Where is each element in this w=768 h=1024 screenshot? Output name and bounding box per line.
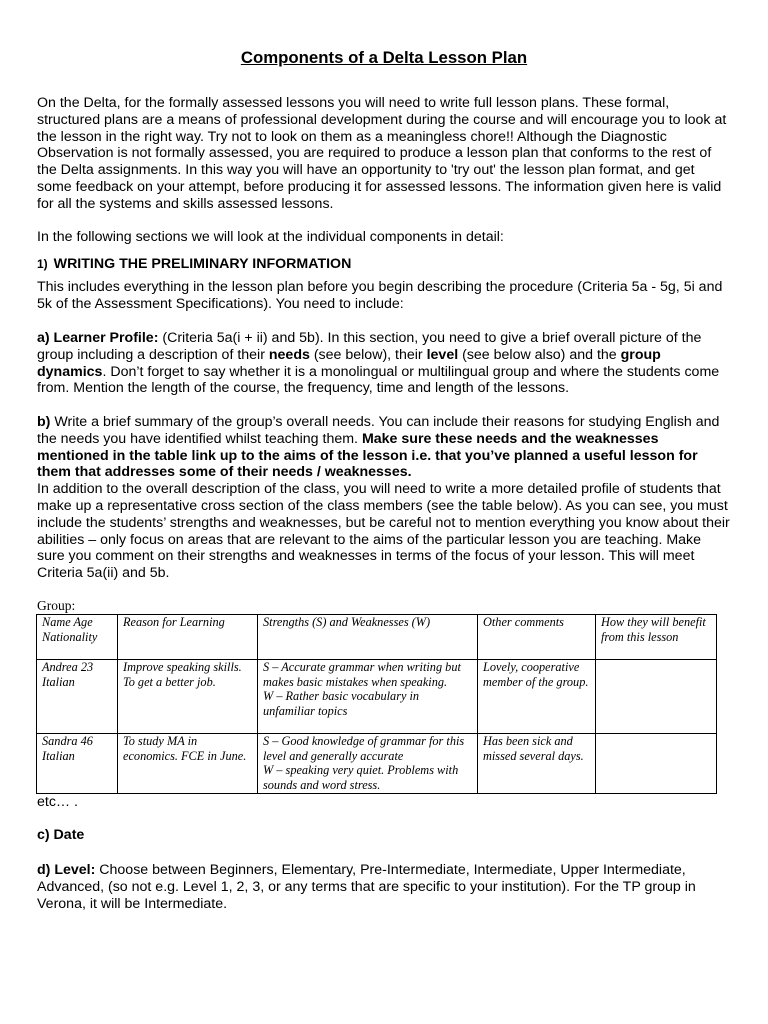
- learner-profile-label: a) Learner Profile:: [37, 330, 159, 346]
- section-heading-text: WRITING THE PRELIMINARY INFORMATION: [53, 256, 352, 272]
- table-header-cell: How they will benefit from this lesson: [596, 615, 717, 660]
- bold-span: Make sure these needs and the weaknesses mentioned in the table link up to the aims of the lesson i.e. that you’ve planned a useful lesson for them that addresses some of their needs / weaknesses.: [37, 430, 698, 481]
- date-heading: c) Date: [37, 827, 85, 843]
- needs-label: b): [37, 414, 51, 430]
- table-cell: Has been sick and missed several days.: [478, 734, 596, 794]
- table-cell: Sandra 46 Italian: [37, 734, 118, 794]
- table-cell: S – Good knowledge of grammar for this level and generally accurate W – speaking very quiet. Problems with sounds and word stress.: [258, 734, 478, 794]
- text-span: Choose between Beginners, Elementary, Pre-Intermediate, Intermediate, Upper Intermediate, Advanced, (so not e.g. Level 1, 2, 3, or any terms that are specific to your institution). For the TP group in Verona, it will be Intermediate.: [37, 862, 696, 912]
- student-profile-table: [36, 614, 717, 794]
- profile-paragraph: In addition to the overall description of the class, you will need to write a more detailed profile of students that make up a representative cross section of the class members (see the table below). As you can see, you must include the students’ strengths and weaknesses, but be careful not to mention everything you know about their abilities – only focus on areas that are relevant to the aims of the particular lesson you are teaching. Make sure you comment on their strengths and weaknesses in terms of the focus of your lesson. This will meet Criteria 5a(ii) and 5b.: [37, 481, 730, 582]
- table-caption: Group:: [37, 598, 76, 613]
- learner-profile-paragraph: [37, 330, 732, 397]
- table-cell: S – Accurate grammar when writing but makes basic mistakes when speaking. W – Rather basic vocabulary in unfamiliar topics: [258, 660, 478, 734]
- text-span: (see below), their: [309, 346, 427, 363]
- table-cell: [596, 734, 717, 794]
- table-header-cell: Other comments: [478, 615, 596, 660]
- section-1-intro: This includes everything in the lesson plan before you begin describing the procedure (Criteria 5a - 5g, 5i and 5k of the Assessment Specifications). You need to include:: [37, 279, 723, 312]
- text-span: (Criteria 5a(i + ii) and 5b). In this section, you need to give a brief overall picture of the group including a description of their: [37, 330, 702, 363]
- bold-span: group dynamics: [37, 346, 661, 380]
- table-cell: To study MA in economics. FCE in June.: [118, 734, 258, 794]
- text-span: Write a brief summary of the group’s overall needs. You can include their reasons for studying English and the needs you have identified whilst teaching them.: [37, 414, 720, 447]
- sections-intro: In the following sections we will look at the individual components in detail:: [37, 229, 504, 245]
- table-cell: [596, 660, 717, 734]
- intro-paragraph: On the Delta, for the formally assessed lessons you will need to write full lesson plans. These formal, structured plans are a means of professional development during the course and will encourage you to look at the lesson in the right way. Try not to look on them as a meaningless chore!! Although the Diagnostic Observation is not formally assessed, you are required to produce a lesson plan that conforms to the rest of the Delta assignments. In this way you will have an opportunity to 'try out' the lesson plan format, and get some feedback on your attempt, before producing it for assessed lessons. The information given here is valid for all the systems and skills assessed lessons.: [37, 95, 727, 212]
- table-cell: Lovely, cooperative member of the group.: [478, 660, 596, 734]
- level-label: d) Level:: [37, 862, 96, 878]
- bold-span: needs: [268, 346, 310, 363]
- needs-paragraph: [37, 414, 732, 582]
- text-span: (see below also) and the: [458, 346, 621, 363]
- table-etc: etc… .: [37, 794, 78, 810]
- level-paragraph: [37, 862, 732, 912]
- bold-span: level: [426, 346, 459, 363]
- section-number: 1): [37, 257, 48, 271]
- table-header-cell: Reason for Learning: [118, 615, 258, 660]
- table-header-cell: Strengths (S) and Weaknesses (W): [258, 615, 478, 660]
- table-row: [37, 734, 717, 794]
- table-cell: Improve speaking skills. To get a better job.: [118, 660, 258, 734]
- section-1-heading: [37, 256, 732, 273]
- table-cell: Andrea 23 Italian: [37, 660, 118, 734]
- page-title: Components of a Delta Lesson Plan: [240, 48, 528, 67]
- table-header-row: [37, 615, 717, 660]
- text-span: . Don’t forget to say whether it is a monolingual or multilingual group and where the students come from. Mention the length of the course, the frequency, time and length of the lessons.: [37, 363, 720, 397]
- table-header-cell: Name Age Nationality: [37, 615, 118, 660]
- table-row: [37, 660, 717, 734]
